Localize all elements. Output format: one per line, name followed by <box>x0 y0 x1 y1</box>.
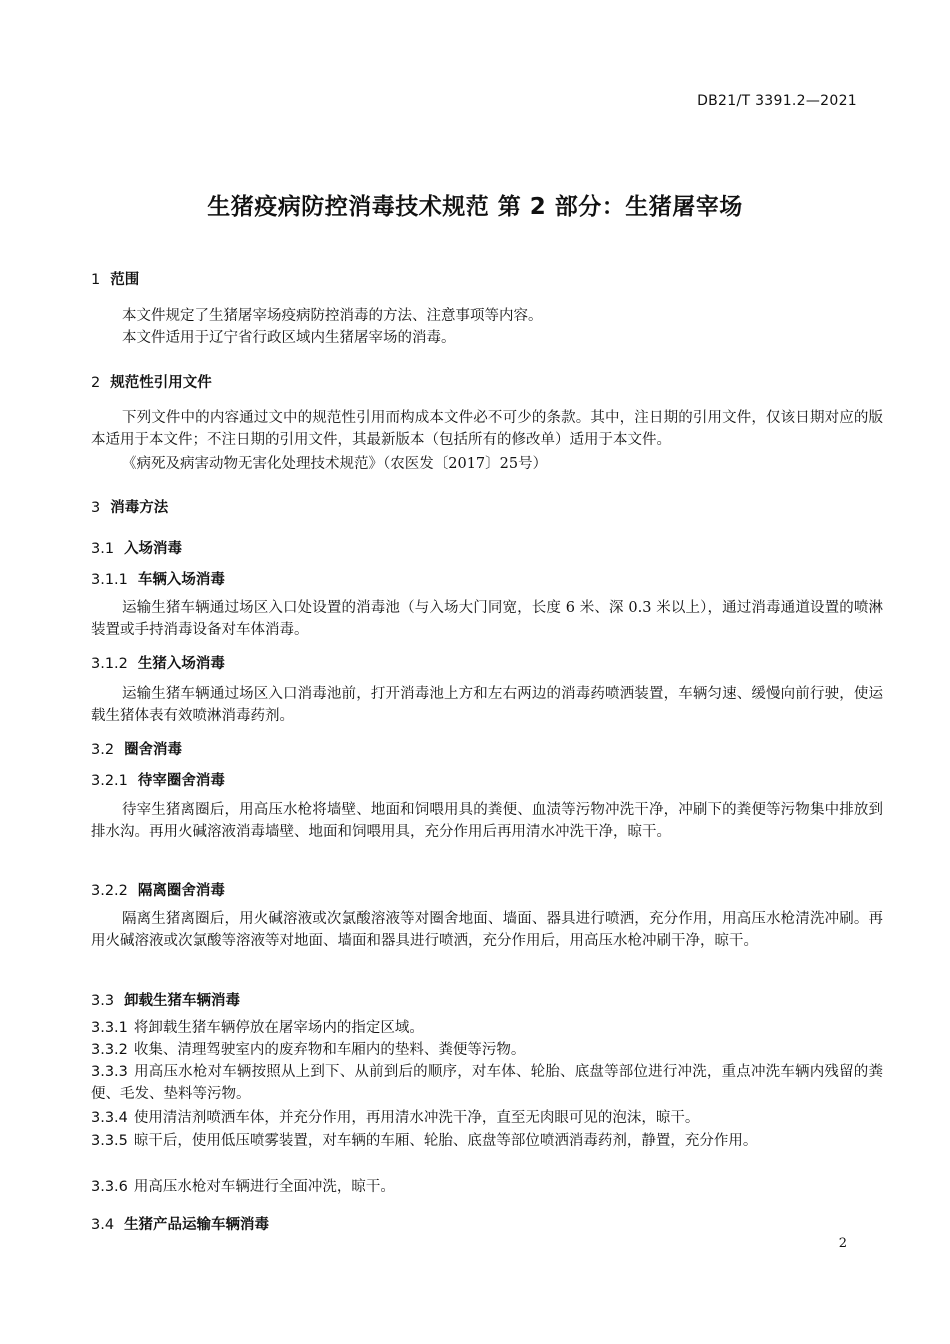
section-title: 规范性引用文件 <box>110 375 212 391</box>
list-item <box>91 1130 883 1152</box>
section-title: 车辆入场消毒 <box>137 572 225 588</box>
section-3-1-1-paragraph: 运输生猪车辆通过场区入口处设置的消毒池（与入场大门同宽，长度 6 米、深 0.3 米以上），通过消毒通道设置的喷淋装置或手持消毒设备对车体消毒。 <box>91 600 883 638</box>
section-number: 3.2.1 <box>91 773 128 789</box>
item-text: 用高压水枪对车辆进行全面冲洗，晾干。 <box>133 1179 395 1195</box>
item-number: 3.3.4 <box>91 1110 128 1126</box>
item-number: 3.3.3 <box>91 1064 128 1080</box>
section-title: 圈舍消毒 <box>124 742 183 758</box>
item-text: 晾干后，使用低压喷雾装置，对车辆的车厢、轮胎、底盘等部位喷洒消毒药剂，静置，充分作用。 <box>133 1133 758 1149</box>
item-number: 3.3.5 <box>91 1133 128 1149</box>
section-number: 1 <box>91 272 101 288</box>
section-number: 3.2 <box>91 742 115 758</box>
item-number: 3.3.1 <box>91 1020 128 1036</box>
section-3-1-heading <box>91 537 182 558</box>
document-title: 生猪疫病防控消毒技术规范 第 2 部分：生猪屠宰场 <box>207 194 743 220</box>
list-item <box>91 1017 883 1039</box>
section-1-heading <box>91 268 139 289</box>
section-title: 卸载生猪车辆消毒 <box>124 993 241 1009</box>
section-number: 3.1 <box>91 541 115 557</box>
section-3-2-heading <box>91 738 182 759</box>
section-1-paragraph-1: 本文件规定了生猪屠宰场疫病防控消毒的方法、注意事项等内容。 <box>122 308 543 324</box>
section-3-2-1-paragraph: 待宰生猪离圈后，用高压水枪将墙壁、地面和饲喂用具的粪便、血渍等污物冲洗干净，冲刷下的粪便等污物集中排放到排水沟。再用火碱溶液消毒墙壁、地面和饲喂用具，充分作用后再用清水冲洗干净，晾干。 <box>91 802 883 840</box>
section-title: 入场消毒 <box>124 541 183 557</box>
section-2-reference: 《病死及病害动物无害化处理技术规范》（农医发〔2017〕25号） <box>122 456 548 472</box>
section-3-1-2-paragraph: 运输生猪车辆通过场区入口消毒池前，打开消毒池上方和左右两边的消毒药喷洒装置，车辆匀速、缓慢向前行驶，使运载生猪体表有效喷淋消毒药剂。 <box>91 686 883 724</box>
section-number: 3.4 <box>91 1217 115 1233</box>
section-3-1-2-heading <box>91 652 225 673</box>
section-title: 生猪入场消毒 <box>137 656 225 672</box>
section-3-heading <box>91 496 168 517</box>
section-3-1-1-heading <box>91 568 225 589</box>
section-3-2-2-heading <box>91 879 225 900</box>
section-2-paragraph-1: 下列文件中的内容通过文中的规范性引用而构成本文件必不可少的条款。其中，注日期的引用文件，仅该日期对应的版本适用于本文件；不注日期的引用文件，其最新版本（包括所有的修改单）适用于本文件。 <box>91 410 883 448</box>
section-number: 3.1.1 <box>91 572 128 588</box>
list-item <box>91 1061 883 1105</box>
list-item <box>91 1107 883 1129</box>
section-number: 3.2.2 <box>91 883 128 899</box>
section-3-2-1-heading <box>91 769 225 790</box>
standard-code: DB21/T 3391.2—2021 <box>697 93 857 109</box>
section-title: 生猪产品运输车辆消毒 <box>124 1217 270 1233</box>
item-text: 使用清洁剂喷洒车体，并充分作用，再用清水冲洗干净，直至无肉眼可见的泡沫，晾干。 <box>133 1110 700 1126</box>
section-title: 隔离圈舍消毒 <box>137 883 225 899</box>
section-2-heading <box>91 371 212 392</box>
item-text: 用高压水枪对车辆按照从上到下、从前到后的顺序，对车体、轮胎、底盘等部位进行冲洗，重点冲洗车辆内残留的粪便、毛发、垫料等污物。 <box>91 1064 883 1102</box>
item-number: 3.3.2 <box>91 1042 128 1058</box>
section-3-3-heading <box>91 989 240 1010</box>
item-text: 收集、清理驾驶室内的废弃物和车厢内的垫料、粪便等污物。 <box>133 1042 526 1058</box>
page-number: 2 <box>838 1236 847 1251</box>
list-item <box>91 1176 883 1198</box>
section-title: 范围 <box>110 272 140 288</box>
item-text: 将卸载生猪车辆停放在屠宰场内的指定区域。 <box>133 1020 424 1036</box>
list-item <box>91 1039 883 1061</box>
section-number: 3 <box>91 500 101 516</box>
section-title: 待宰圈舍消毒 <box>137 773 225 789</box>
section-3-4-heading <box>91 1213 269 1234</box>
section-title: 消毒方法 <box>110 500 169 516</box>
section-3-2-2-paragraph: 隔离生猪离圈后，用火碱溶液或次氯酸溶液等对圈舍地面、墙面、器具进行喷洒，充分作用，用高压水枪清洗冲刷。再用火碱溶液或次氯酸等溶液等对地面、墙面和器具进行喷洒，充分作用后，用高压水枪冲刷干净，晾干。 <box>91 911 883 949</box>
section-number: 2 <box>91 375 101 391</box>
item-number: 3.3.6 <box>91 1179 128 1195</box>
section-1-paragraph-2: 本文件适用于辽宁省行政区域内生猪屠宰场的消毒。 <box>122 330 456 346</box>
section-number: 3.1.2 <box>91 656 128 672</box>
section-number: 3.3 <box>91 993 115 1009</box>
